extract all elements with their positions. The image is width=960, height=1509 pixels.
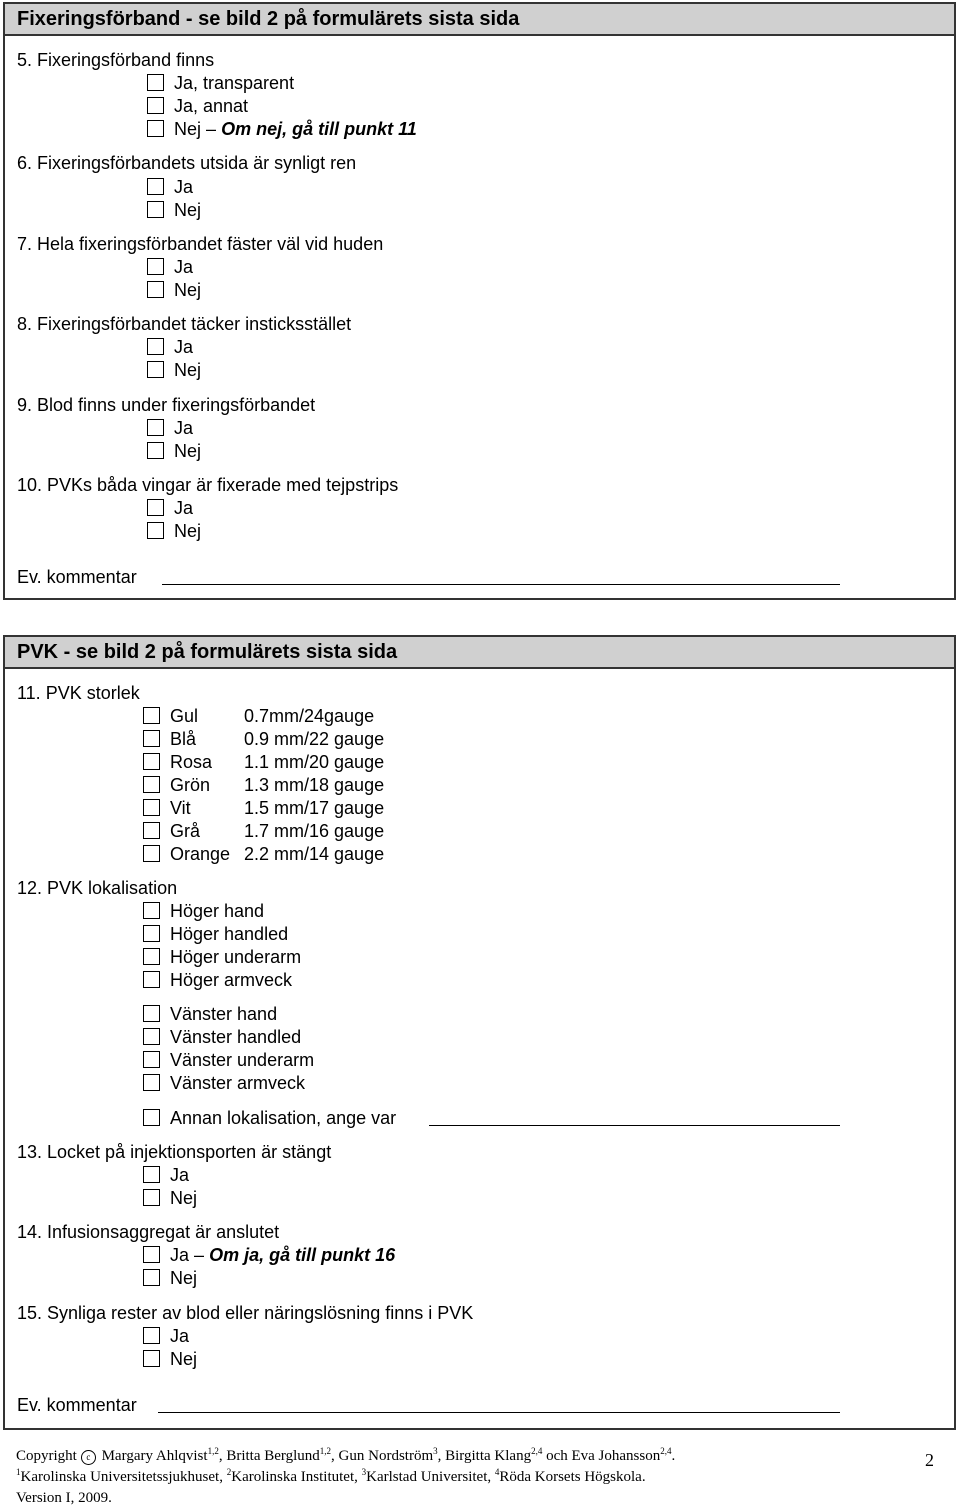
question-5: 5. Fixeringsförband finns <box>17 50 215 70</box>
fixation-dressing-section <box>3 2 956 600</box>
checkbox[interactable] <box>147 120 164 137</box>
option-yes[interactable]: Ja <box>143 1326 189 1346</box>
checkbox[interactable] <box>147 74 164 91</box>
location-option[interactable]: Vänster hand <box>143 1004 277 1024</box>
location-option[interactable]: Vänster armveck <box>143 1073 305 1093</box>
checkbox[interactable] <box>143 1051 160 1068</box>
question-13: 13. Locket på injektionsporten är stängt <box>17 1142 332 1162</box>
checkbox[interactable] <box>143 1269 160 1286</box>
footer-version: Version I, 2009. <box>16 1490 112 1506</box>
question-15: 15. Synliga rester av blod eller näringslösning finns i PVK <box>17 1303 474 1323</box>
size-option[interactable]: Gul 0.7mm/24gauge <box>143 706 374 726</box>
checkbox[interactable] <box>147 258 164 275</box>
location-option[interactable]: Vänster underarm <box>143 1050 314 1070</box>
footer-affiliations: $^1$Karolinska Universitetssjukhuset, $^2$Karolinska Institutet, $^3$Karlstad Universitet, $^4$Röda Korsets Högskola. <box>16 1467 646 1485</box>
question-7: 7. Hela fixeringsförbandet fäster väl vid huden <box>17 234 384 254</box>
checkbox[interactable] <box>143 753 160 770</box>
checkbox[interactable] <box>143 730 160 747</box>
checkbox[interactable] <box>143 1005 160 1022</box>
checkbox[interactable] <box>147 522 164 539</box>
option-yes[interactable]: Ja <box>147 337 193 357</box>
checkbox[interactable] <box>143 776 160 793</box>
copyright-footer <box>16 1446 675 1509</box>
checkbox[interactable] <box>143 845 160 862</box>
option-no[interactable]: Nej <box>143 1349 197 1369</box>
checkbox[interactable] <box>143 1246 160 1263</box>
checkbox[interactable] <box>143 822 160 839</box>
location-option[interactable]: Höger underarm <box>143 947 301 967</box>
option-yes[interactable]: Ja <box>143 1165 189 1185</box>
size-option[interactable]: Blå 0.9 mm/22 gauge <box>143 729 384 749</box>
section-title: Fixeringsförband - se bild 2 på formulärets sista sida <box>5 4 954 36</box>
checkbox[interactable] <box>143 799 160 816</box>
question-12: 12. PVK lokalisation <box>17 878 178 898</box>
location-option[interactable]: Höger armveck <box>143 970 292 990</box>
checkbox[interactable] <box>147 201 164 218</box>
size-option[interactable]: Grå 1.7 mm/16 gauge <box>143 821 384 841</box>
checkbox[interactable] <box>147 442 164 459</box>
option-no[interactable]: Nej <box>147 200 201 220</box>
checkbox[interactable] <box>143 925 160 942</box>
option-yes[interactable]: Ja <box>147 177 193 197</box>
option-no[interactable]: Nej <box>147 280 201 300</box>
skip-hint: Om ja, gå till punkt 16 <box>209 1245 396 1265</box>
comment-input-line[interactable] <box>158 1412 840 1413</box>
question-10: 10. PVKs båda vingar är fixerade med tejpstrips <box>17 475 399 495</box>
option-no[interactable]: Nej <box>147 360 201 380</box>
checkbox[interactable] <box>147 281 164 298</box>
checkbox[interactable] <box>147 499 164 516</box>
pvk-section <box>3 635 956 1430</box>
size-option[interactable]: Orange 2.2 mm/14 gauge <box>143 844 384 864</box>
checkbox[interactable] <box>143 971 160 988</box>
option-yes[interactable]: Ja <box>147 498 193 518</box>
checkbox[interactable] <box>143 1028 160 1045</box>
option[interactable]: Nej – Om nej, gå till punkt 11 <box>147 119 417 139</box>
checkbox[interactable] <box>143 1166 160 1183</box>
location-option[interactable]: Höger hand <box>143 901 264 921</box>
question-6: 6. Fixeringsförbandets utsida är synligt ren <box>17 153 357 173</box>
checkbox[interactable] <box>147 361 164 378</box>
checkbox[interactable] <box>143 1109 160 1126</box>
size-option[interactable]: Grön 1.3 mm/18 gauge <box>143 775 384 795</box>
question-11: 11. PVK storlek <box>17 683 140 703</box>
option-yes[interactable]: Ja – Om ja, gå till punkt 16 <box>143 1245 395 1265</box>
option[interactable]: Ja, transparent <box>147 73 294 93</box>
location-option[interactable]: Höger handled <box>143 924 288 944</box>
checkbox[interactable] <box>143 707 160 724</box>
copyright-icon: c <box>81 1450 96 1465</box>
checkbox[interactable] <box>147 178 164 195</box>
location-option[interactable]: Vänster handled <box>143 1027 301 1047</box>
checkbox[interactable] <box>143 1189 160 1206</box>
option-no[interactable]: Nej <box>143 1268 197 1288</box>
location-other-option[interactable]: Annan lokalisation, ange var <box>143 1108 396 1128</box>
comment-input-line[interactable] <box>162 584 840 585</box>
section-title: PVK - se bild 2 på formulärets sista sida <box>5 637 954 669</box>
page-number: 2 <box>925 1450 934 1470</box>
option-yes[interactable]: Ja <box>147 257 193 277</box>
question-9: 9. Blod finns under fixeringsförbandet <box>17 395 316 415</box>
checkbox[interactable] <box>147 419 164 436</box>
question-8: 8. Fixeringsförbandet täcker insticksstället <box>17 314 352 334</box>
checkbox[interactable] <box>143 902 160 919</box>
size-option[interactable]: Vit 1.5 mm/17 gauge <box>143 798 384 818</box>
checkbox[interactable] <box>147 338 164 355</box>
checkbox[interactable] <box>143 1074 160 1091</box>
footer-authors: Copyright c Margary Ahlqvist$^{1,2}$, Britta Berglund$^{1,2}$, Gun Nordström$^3$, Birgitta Klang$^{2,4}$ och Eva Johansson$^{2,4}$. <box>16 1446 676 1464</box>
option-no[interactable]: Nej <box>143 1188 197 1208</box>
checkbox[interactable] <box>143 948 160 965</box>
location-other-input-line[interactable] <box>429 1125 840 1126</box>
comment-label: Ev. kommentar <box>17 1395 137 1415</box>
option[interactable]: Ja, annat <box>147 96 248 116</box>
comment-label: Ev. kommentar <box>17 567 137 587</box>
skip-hint: Om nej, gå till punkt 11 <box>221 119 417 139</box>
checkbox[interactable] <box>143 1350 160 1367</box>
option-no[interactable]: Nej <box>147 441 201 461</box>
checkbox[interactable] <box>143 1327 160 1344</box>
checkbox[interactable] <box>147 97 164 114</box>
size-option[interactable]: Rosa 1.1 mm/20 gauge <box>143 752 384 772</box>
question-14: 14. Infusionsaggregat är anslutet <box>17 1222 280 1242</box>
option-no[interactable]: Nej <box>147 521 201 541</box>
option-yes[interactable]: Ja <box>147 418 193 438</box>
